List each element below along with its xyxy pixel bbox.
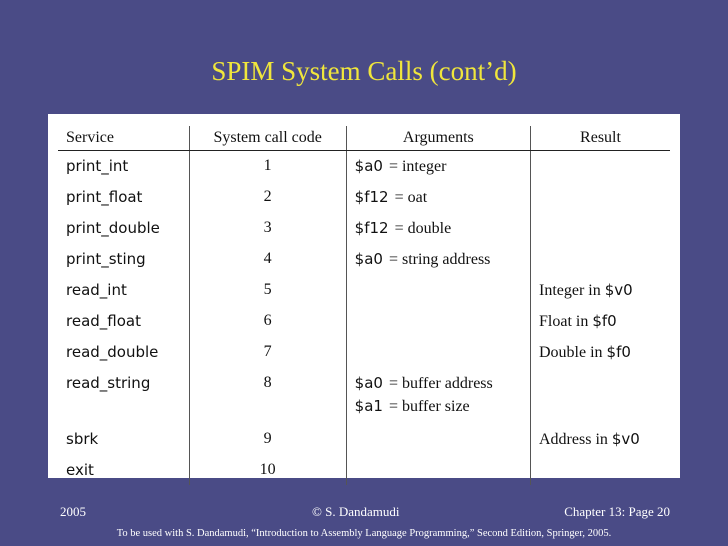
header-service: Service [58, 126, 189, 151]
code-cell: 8 [189, 368, 346, 424]
arguments-cell [346, 337, 530, 368]
arg-register: $a0 [354, 374, 383, 392]
table-row [58, 151, 670, 183]
result-cell [531, 244, 671, 275]
arguments-cell [346, 244, 530, 275]
table-row [58, 306, 670, 337]
result-register: $f0 [592, 312, 617, 330]
arg-register: $f12 [354, 219, 389, 237]
arg-description: = buffer address [388, 375, 493, 392]
result-cell [531, 455, 671, 485]
table-header-row [58, 126, 670, 151]
arg-line [355, 395, 522, 418]
table-row [58, 337, 670, 368]
result-register: $v0 [611, 430, 640, 448]
service-cell: print_int [58, 151, 189, 183]
footer-citation-note: To be used with S. Dandamudi, “Introduction to Assembly Language Programming,” Second Edition, Springer, 2005. [116, 528, 612, 539]
result-register: $f0 [606, 343, 631, 361]
code-cell: 10 [189, 455, 346, 485]
syscall-table [58, 126, 670, 485]
arg-description: = string address [388, 251, 491, 268]
code-cell: 5 [189, 275, 346, 306]
result-description: Double in [539, 344, 603, 361]
arguments-cell [346, 151, 530, 183]
service-cell: read_string [58, 368, 189, 424]
arguments-cell [346, 306, 530, 337]
table-row [58, 182, 670, 213]
table-row [58, 244, 670, 275]
arg-description: = buffer size [388, 398, 470, 415]
code-cell: 1 [189, 151, 346, 183]
arg-description: = integer [388, 158, 447, 175]
arg-description: = oat [394, 189, 428, 206]
arguments-cell [346, 182, 530, 213]
slide-title: SPIM System Calls (cont’d) [211, 56, 517, 86]
result-cell [531, 213, 671, 244]
code-cell: 2 [189, 182, 346, 213]
result-description: Address in [539, 431, 608, 448]
arg-register: $f12 [354, 188, 389, 206]
table-row [58, 455, 670, 485]
arguments-cell [346, 368, 530, 424]
table-row [58, 213, 670, 244]
result-cell [531, 275, 671, 306]
table-row [58, 275, 670, 306]
footer-year: 2005 [60, 504, 86, 519]
syscall-table-panel [48, 114, 680, 478]
header-result: Result [531, 126, 671, 151]
table-row [58, 368, 670, 424]
code-cell: 3 [189, 213, 346, 244]
arg-description: = double [394, 220, 452, 237]
result-cell [531, 182, 671, 213]
arg-register: $a0 [354, 157, 383, 175]
result-register: $v0 [604, 281, 633, 299]
arguments-cell [346, 455, 530, 485]
result-cell [531, 151, 671, 183]
arguments-cell [346, 424, 530, 455]
service-cell: print_float [58, 182, 189, 213]
service-cell: exit [58, 455, 189, 485]
arg-register: $a1 [354, 397, 383, 415]
result-cell [531, 424, 671, 455]
code-cell: 7 [189, 337, 346, 368]
service-cell: print_double [58, 213, 189, 244]
code-cell: 6 [189, 306, 346, 337]
code-cell: 4 [189, 244, 346, 275]
result-cell [531, 337, 671, 368]
result-cell [531, 306, 671, 337]
arg-line [355, 372, 522, 395]
arg-register: $a0 [354, 250, 383, 268]
result-description: Float in [539, 313, 589, 330]
arguments-cell [346, 275, 530, 306]
header-arguments: Arguments [346, 126, 530, 151]
result-cell [531, 368, 671, 424]
result-description: Integer in [539, 282, 601, 299]
code-cell: 9 [189, 424, 346, 455]
arguments-cell [346, 213, 530, 244]
header-code: System call code [189, 126, 346, 151]
service-cell: sbrk [58, 424, 189, 455]
service-cell: read_double [58, 337, 189, 368]
table-row [58, 424, 670, 455]
service-cell: read_int [58, 275, 189, 306]
service-cell: print_sting [58, 244, 189, 275]
service-cell: read_float [58, 306, 189, 337]
footer-page-number: Chapter 13: Page 20 [564, 504, 670, 519]
footer-copyright: © S. Dandamudi [312, 504, 400, 519]
